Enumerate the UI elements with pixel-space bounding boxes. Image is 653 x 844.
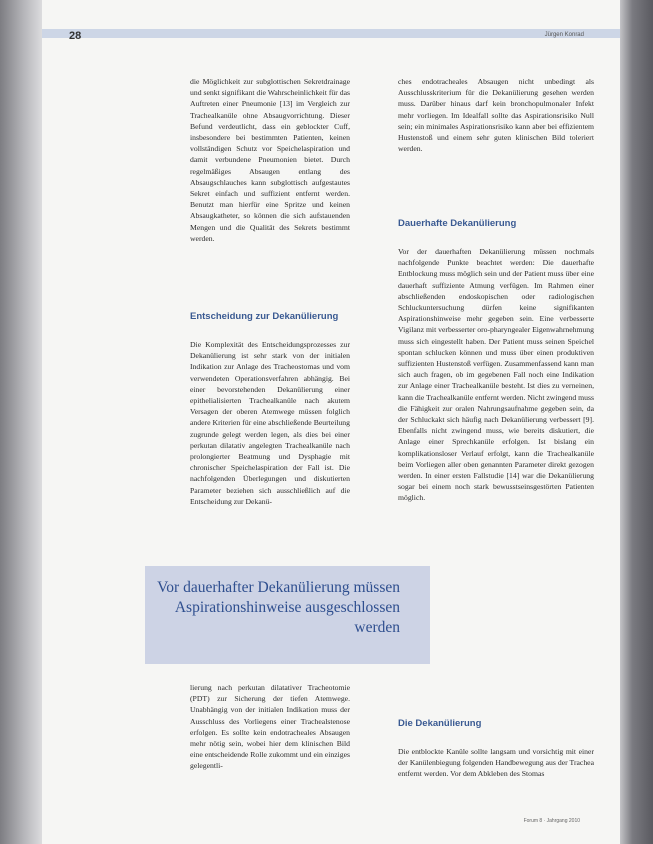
- running-header-author: Jürgen Konrad: [544, 32, 584, 38]
- left-column-paragraph-3: lierung nach perkutan dilatativer Tracheotomie (PDT) zur Sicherung der tiefen Atemwege. Unabhängig von der initialen Indikation muss der Ausschluss des Vorliegens einer Trachealstenose erfolgen. Es sollte kein endotracheales Absaugen mehr nötig sein, wobei hier dem klinischen Bild eine entscheidende Rolle zukommt und ein einziges gelegentli-: [190, 683, 350, 771]
- document-page: [42, 0, 620, 844]
- left-column-paragraph-1: die Möglichkeit zur subglottischen Sekretdrainage und senkt signifikant die Wahrscheinlichkeit für das Auftreten einer Pneumonie [13] im Vergleich zur Trachealkanüle ohne Absaugvorrichtung. Dieser Befund verdeutlicht, dass ein geblockter Cuff, insbesondere bei bestimmten Patienten, keinen vollständigen Schutz vor Speichelaspiration und damit verbundene Pneumonien bietet. Durch regelmäßiges Absaugen entlang des Absaugschlauches kann subglottisch aufgestautes Sekret einfach und suffizient entfernt werden. Benutzt man hierfür eine Spritze und keinen Absaugkatheter, so können die sich aufstauenden Mengen und die Qualität des Sekrets bestimmt werden.: [190, 77, 350, 243]
- left-column-paragraph-2: Die Komplexität des Entscheidungsprozesses zur Dekanülierung ist sehr stark von der initialen Indikation zur Anlage des Tracheostomas und vom verwendeten Operationsverfahren abhängig. Bei einer bevorstehenden Dekanülierung einer epithelialisierten Trachealkanüle nach akutem Versagen der oberen Atemwege müssen folglich andere Kriterien für eine abschließende Beurteilung zugrunde gelegt werden legen, als dies bei einer perkutan dilatativ angelegten Trachealkanüle nach prolongierter Beatmung und Dysphagie mit chronischer Speichelaspiration der Fall ist. Die nachfolgenden Überlegungen und diskutierten Parameter beziehen sich ausschließlich auf die Entscheidung zur Dekanü-: [190, 340, 350, 506]
- right-column-paragraph-2: Vor der dauerhaften Dekanülierung müssen nochmals nachfolgende Punkte beachtet werden: Die dauerhafte Entblockung muss möglich sein und der Patient muss über eine dauerhaft suffiziente Atmung verfügen. Im Rahmen einer abschließenden endoskopischen oder radiologischen Schluckuntersuchung dürfen keine signifikanten Aspirationshinweise mehr gegeben sein. Eine verbesserte Vigilanz mit verbesserter oro-pharyngealer Eigenwahrnehmung muss sich eingestellt haben. Der Patient muss seinen Speichel spontan schlucken können und muss über einen produktiven suffizienten Hustenstoß verfügen. Zusammenfassend kann man sich auch fragen, ob im gegebenen Fall noch eine Indikation zur Anlage einer Trachealkanüle besteht. Ist dies zu verneinen, kann die Trachealkanüle entfernt werden. Nicht zwingend muss die Fähigkeit zur oralen Nahrungsaufnahme gegeben sein, da der Schluckakt sich häufig nach Dekanülierung verbessert [9]. Ebenfalls nicht zwingend muss, wie bereits diskutiert, die Anlage einer Sprechkanüle erfolgen. Ist bislang ein komplikationsloser Verlauf erfolgt, kann die Trachealkanüle beim Vorliegen aller oben genannten Parameter direkt gezogen werden. In einer ersten Fallstudie [14] war die Dekanülierung sogar bei einem noch stark bewusstseinsgestörten Patienten möglich.: [398, 247, 594, 503]
- section-heading-decannulation: Die Dekanülierung: [398, 718, 482, 729]
- pull-quote-text: Vor dauerhafter Dekanülierung müssen Aspirationshinweise ausgeschlossen werden: [157, 579, 400, 636]
- pull-quote-box: [145, 566, 430, 664]
- page-footer: Forum 8 · Jahrgang 2010: [523, 818, 580, 824]
- section-heading-permanent: Dauerhafte Dekanülierung: [398, 218, 517, 229]
- right-column-paragraph-3: Die entblockte Kanüle sollte langsam und vorsichtig mit einer der Kanülenbiegung folgenden Handbewegung aus der Trachea entfernt werden. Vor dem Abkleben des Stomas: [398, 747, 594, 779]
- scan-shadow-right: [619, 0, 653, 844]
- right-column-paragraph-1: ches endotracheales Absaugen nicht unbedingt als Ausschlusskriterium für die Dekanülierung gesehen werden muss. Darüber hinaus darf kein bronchopulmonaler Infekt mehr vorliegen. Im Idealfall sollte das Aspirationsrisiko Null sein; ein minimales Aspirationsrisiko kann aber bei effizientem Hustenstoß und einem sehr guten klinischen Bild toleriert werden.: [398, 77, 594, 154]
- scan-shadow-left: [0, 0, 42, 844]
- page-number: 28: [69, 30, 82, 42]
- section-heading-decision: Entscheidung zur Dekanülierung: [190, 311, 339, 322]
- header-bar: [42, 29, 620, 38]
